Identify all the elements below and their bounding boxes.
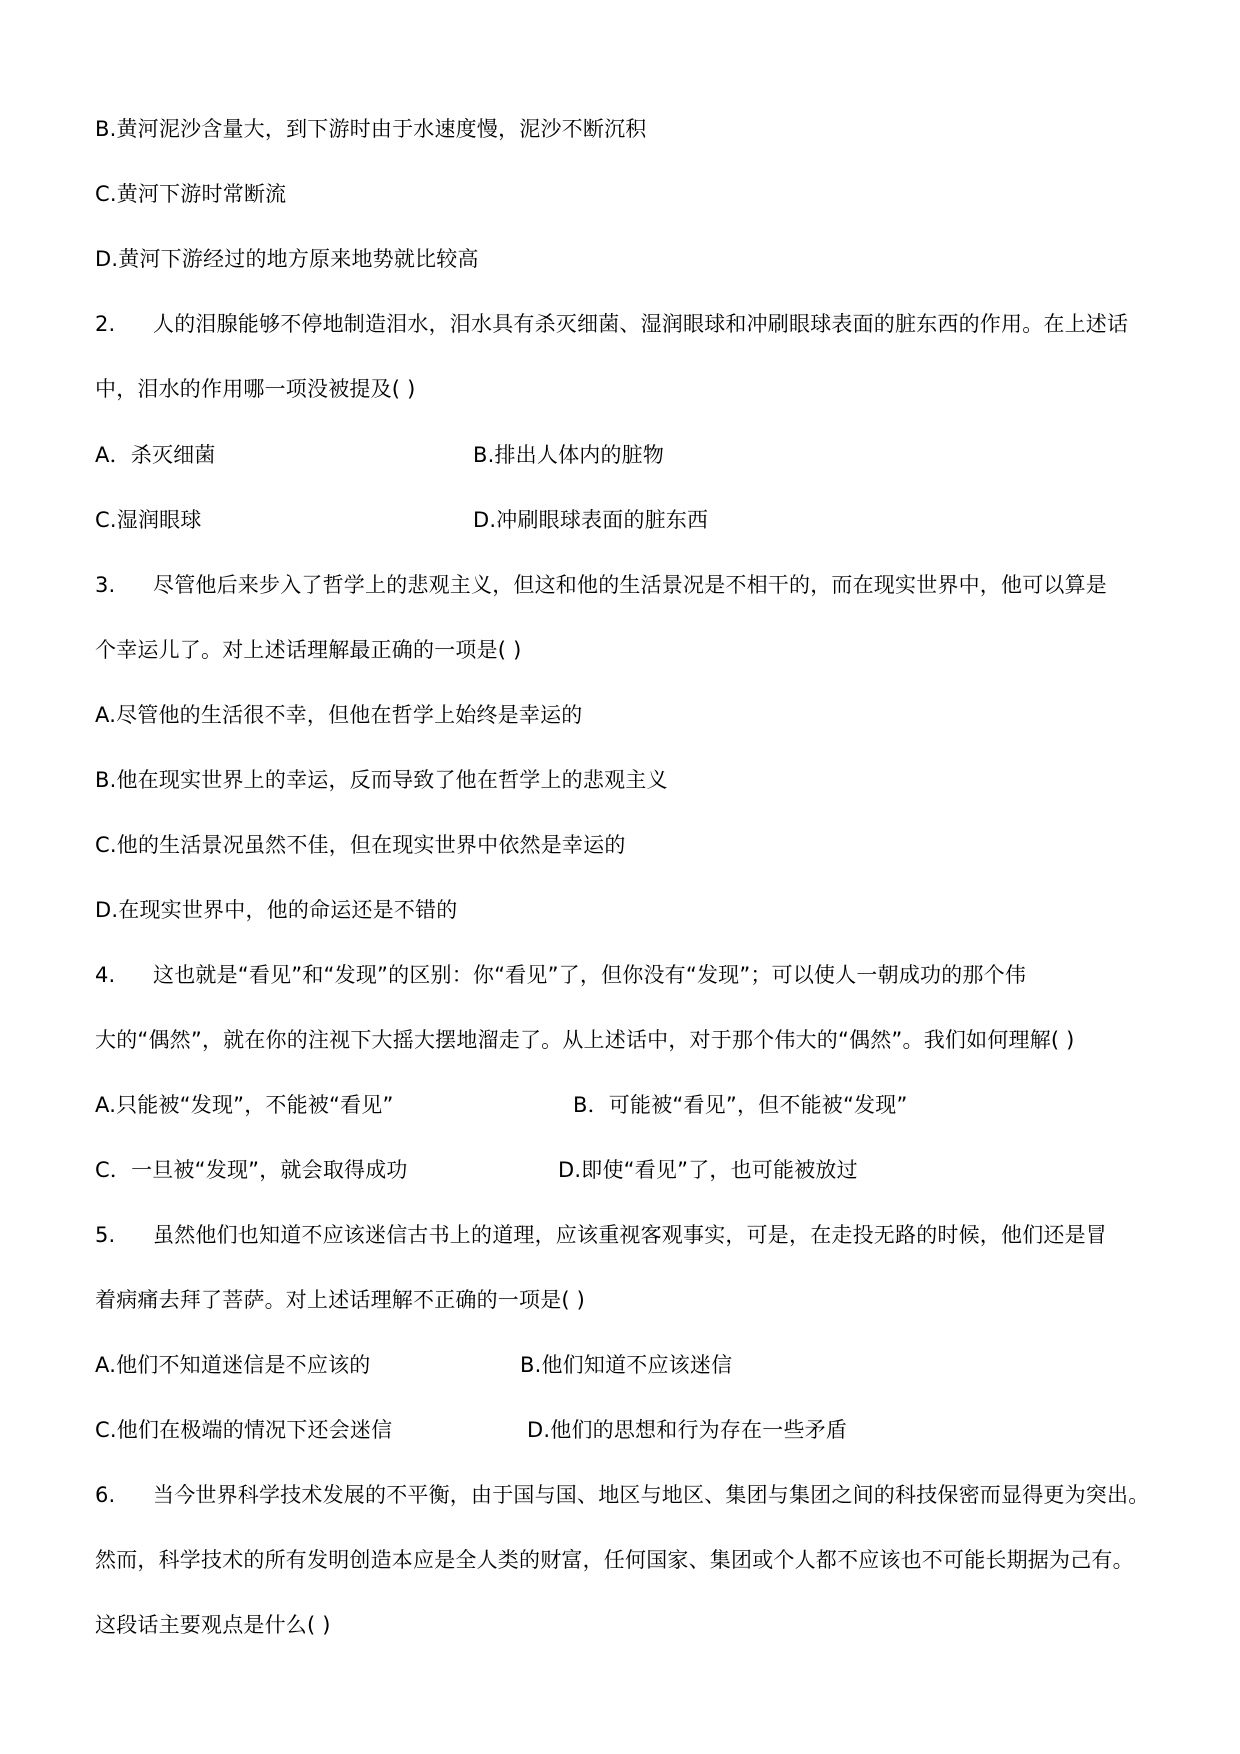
q3-number: 3.: [95, 573, 116, 597]
q3-option-d: D.在现实世界中，他的命运还是不错的: [95, 898, 458, 922]
q5-option-a: A.他们不知道迷信是不应该的: [95, 1353, 371, 1377]
q4-options-row1: [95, 1090, 1145, 1120]
q1-option-b: B.黄河泥沙含量大，到下游时由于水速度慢，泥沙不断沉积: [95, 117, 647, 141]
q2-option-a: A．杀灭细菌: [95, 443, 216, 467]
q5-option-b: B.他们知道不应该迷信: [520, 1353, 733, 1377]
q2-stem-line1: [95, 309, 1128, 339]
q6-number: 6.: [95, 1483, 116, 1507]
q4-options-row2: [95, 1155, 1145, 1185]
q3-stem-line2: 个幸运儿了。对上述话理解最正确的一项是( ): [95, 638, 522, 662]
q5-stem-line2: 着病痛去拜了菩萨。对上述话理解不正确的一项是( ): [95, 1288, 586, 1312]
q5-stem-line1: [95, 1220, 1107, 1250]
q3-option-c: C.他的生活景况虽然不佳，但在现实世界中依然是幸运的: [95, 833, 626, 857]
q4-stem-line2: 大的“偶然”，就在你的注视下大摇大摆地溜走了。从上述话中，对于那个伟大的“偶然”。我们如何理解( ): [95, 1028, 1075, 1052]
q6-stem-text: 当今世界科学技术发展的不平衡，由于国与国、地区与地区、集团与集团之间的科技保密而显得更为突出。: [153, 1483, 1150, 1507]
q2-options-row2: [95, 505, 1145, 535]
q3-stem-text: 尽管他后来步入了哲学上的悲观主义，但这和他的生活景况是不相干的，而在现实世界中，他可以算是: [153, 573, 1107, 597]
q4-option-d: D.即使“看见”了，也可能被放过: [558, 1158, 858, 1182]
q2-option-c: C.湿润眼球: [95, 508, 202, 532]
q4-option-b: B．可能被“看见”，但不能被“发现”: [573, 1093, 908, 1117]
q5-option-c: C.他们在极端的情况下还会迷信: [95, 1418, 393, 1442]
q5-option-d: D.他们的思想和行为存在一些矛盾: [527, 1418, 848, 1442]
q5-options-row1: [95, 1350, 1145, 1380]
q2-options-row1: [95, 440, 1145, 470]
q2-stem-line2: 中，泪水的作用哪一项没被提及( ): [95, 377, 416, 401]
q1-option-d: D.黄河下游经过的地方原来地势就比较高: [95, 247, 479, 271]
q4-option-a: A.只能被“发现”，不能被“看见”: [95, 1093, 394, 1117]
q5-options-row2: [95, 1415, 1145, 1445]
q3-stem-line1: [95, 570, 1107, 600]
q5-number: 5.: [95, 1223, 116, 1247]
q2-option-b: B.排出人体内的脏物: [473, 443, 665, 467]
q4-number: 4.: [95, 963, 116, 987]
q4-stem-line1: [95, 960, 1026, 990]
q1-option-c: C.黄河下游时常断流: [95, 182, 287, 206]
q3-option-b: B.他在现实世界上的幸运，反而导致了他在哲学上的悲观主义: [95, 768, 668, 792]
q4-option-c: C．一旦被“发现”，就会取得成功: [95, 1158, 408, 1182]
q6-stem-line2: 然而，科学技术的所有发明创造本应是全人类的财富，任何国家、集团或个人都不应该也不可能长期据为己有。: [95, 1548, 1134, 1572]
q5-stem-text: 虽然他们也知道不应该迷信古书上的道理，应该重视客观事实，可是，在走投无路的时候，他们还是冒: [153, 1223, 1107, 1247]
q3-option-a: A.尽管他的生活很不幸，但他在哲学上始终是幸运的: [95, 703, 583, 727]
q2-stem-text: 人的泪腺能够不停地制造泪水，泪水具有杀灭细菌、湿润眼球和冲刷眼球表面的脏东西的作用。在上述话: [153, 312, 1129, 336]
q6-stem-line1: [95, 1480, 1149, 1510]
q4-stem-text: 这也就是“看见”和“发现”的区别：你“看见”了，但你没有“发现”；可以使人一朝成功的那个伟: [153, 963, 1027, 987]
q6-stem-line3: 这段话主要观点是什么( ): [95, 1613, 331, 1637]
q2-number: 2.: [95, 312, 116, 336]
q2-option-d: D.冲刷眼球表面的脏东西: [473, 508, 709, 532]
